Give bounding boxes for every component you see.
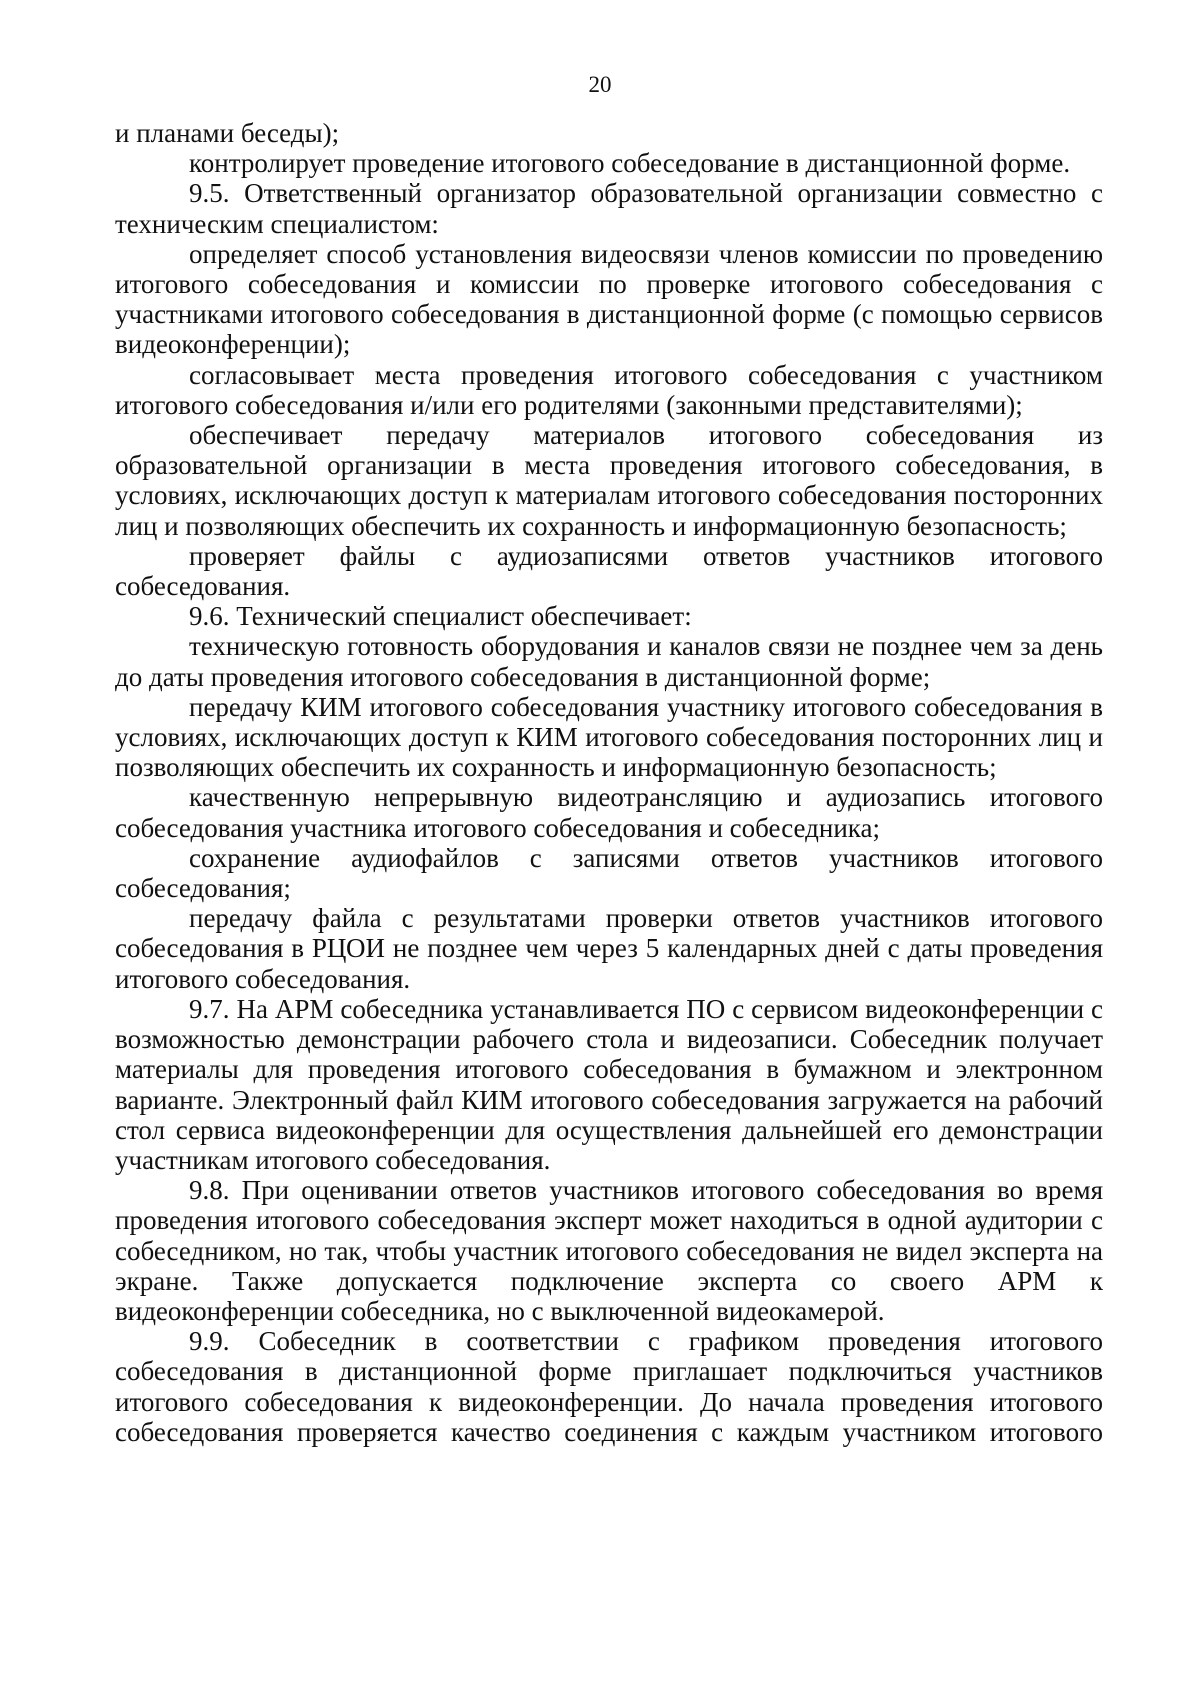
paragraph-9-7: 9.7. На АРМ собеседника устанавливается ПО с сервисом видеоконференции с возможностью демонстрации рабочего стола и видеозаписи. Собеседник получает материалы для проведения итогового собеседования в бумажном и электронном варианте. Электронный файл КИМ итогового собеседования загружается на рабочий стол сервиса видеоконференции для осуществления дальнейшей его демонстрации участникам итогового собеседования. [115,993,1103,1175]
paragraph-9-5: 9.5. Ответственный организатор образовательной организации совместно с техническим специалистом: [115,178,1103,239]
paragraph-materials-transfer: обеспечивает передачу материалов итогового собеседования из образовательной организации в места проведения итогового собеседования, в условиях, исключающих доступ к материалам итогового собеседования посторонних лиц и позволяющих обеспечить их сохранность и информационную безопасность; [115,420,1103,541]
paragraph-control: контролирует проведение итогового собеседование в дистанционной форме. [189,148,1071,179]
paragraph-agree-places: согласовывает места проведения итогового собеседования с участником итогового собеседования и/или его родителями (законными представителями); [115,359,1103,420]
paragraph-video-link: определяет способ установления видеосвязи членов комиссии по проведению итогового собеседования и комиссии по проверке итогового собеседования с участниками итогового собеседования в дистанционной форме (с помощью сервисов видеоконференции); [115,238,1103,360]
paragraph-save-audio: сохранение аудиофайлов с записями ответов участников итогового собеседования; [115,842,1103,904]
paragraph-continuation: и планами беседы); [115,118,340,148]
paragraph-video-broadcast: качественную непрерывную видеотрансляцию и аудиозапись итогового собеседования участника итогового собеседования и собеседника; [115,782,1103,843]
paragraph-check-audio: проверяет файлы с аудиозаписями ответов участников итогового собеседования. [115,540,1103,602]
document-body [115,118,1103,1447]
page-number: 20 [588,72,612,97]
paragraph-9-8: 9.8. При оценивании ответов участников итогового собеседования во время проведения итогового собеседования эксперт может находиться в одной аудитории с собеседником, но так, чтобы участник итогового собеседования не видел эксперта на экране. Также допускается подключение эксперта со своего АРМ к видеоконференции собеседника, но с выключенной видеокамерой. [115,1175,1103,1326]
paragraph-results-transfer: передачу файла с результатами проверки ответов участников итогового собеседования в РЦОИ не позднее чем через 5 календарных дней с даты проведения итогового собеседования. [115,903,1103,994]
paragraph-tech-readiness: техническую готовность оборудования и каналов связи не позднее чем за день до даты проведения итогового собеседования в дистанционной форме; [115,631,1103,692]
paragraph-9-6: 9.6. Технический специалист обеспечивает: [189,601,692,632]
paragraph-9-9: 9.9. Собеседник в соответствии с графиком проведения итогового собеседования в дистанционной форме приглашает подключиться участников итогового собеседования к видеоконференции. До начала проведения итогового собеседования проверяется качество соединения с каждым участником итогового [115,1326,1103,1447]
paragraph-kim-transfer: передачу КИМ итогового собеседования участнику итогового собеседования в условиях, исключающих доступ к КИМ итогового собеседования посторонних лиц и позволяющих обеспечить их сохранность и информационную безопасность; [115,691,1103,783]
